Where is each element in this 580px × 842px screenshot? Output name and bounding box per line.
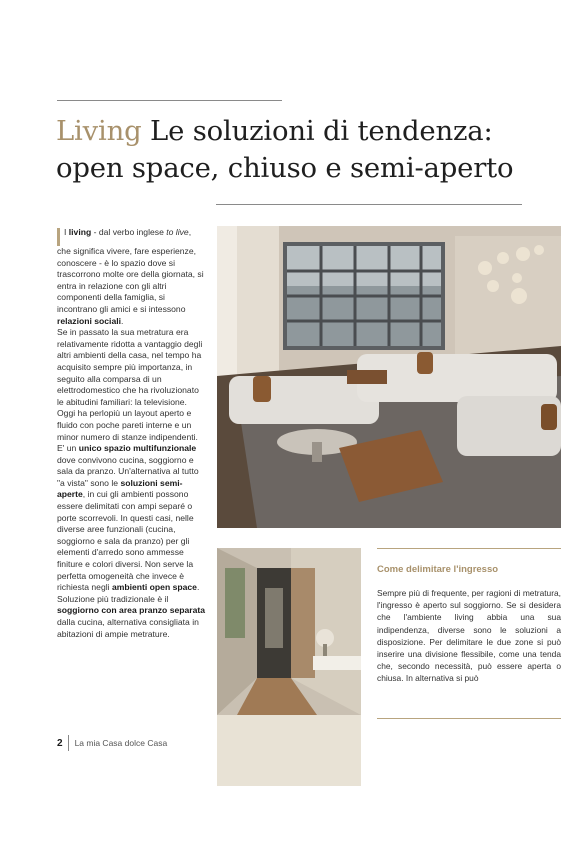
article-paragraph-1 — [57, 227, 207, 327]
living-room-photo — [217, 226, 561, 528]
page-title — [56, 113, 556, 187]
sidebar-rule-top — [377, 548, 561, 549]
text-run: dalla cucina, alternativa consigliata in abitazioni di ampie metrature. — [57, 617, 199, 639]
living-room-illustration — [217, 226, 561, 528]
text-run: Se in passato la sua metratura era relativamente ridotta a vantaggio degli altri ambienti della casa, nel tempo ha acquisito sempre più importanza, in seguito alla comparsa di un elettrodomestico che ha rivoluzionato le abitudini familiari: la televisione. Oggi ha perlopiù un layout aperto e fluido con poche pareti interne e un minor numero di stanze indipendenti. E' un — [57, 327, 203, 454]
decorative-block — [217, 715, 361, 786]
text-bold: living — [68, 227, 92, 237]
text-run: - dal verbo inglese — [91, 227, 167, 237]
hallway-illustration — [217, 548, 361, 715]
title-accent: Living — [56, 115, 142, 147]
sidebar-rule-bottom — [377, 718, 561, 719]
text-run: . — [121, 315, 124, 326]
text-bold: soluzioni semi-aperte — [57, 477, 183, 500]
publication-name: La mia Casa dolce Casa — [74, 738, 168, 748]
text-run: . Soluzione più tradizionale è il — [57, 582, 200, 604]
dropcap-bar — [57, 228, 60, 246]
page-number: 2 — [57, 737, 63, 749]
page-footer — [57, 735, 167, 751]
hallway-photo — [217, 548, 361, 715]
text-run: , in cui gli ambienti possono essere delimitati con ampi separé o porte scorrevoli. In questi casi, nelle diverse aree funzionali (cucina, soggiorno e sala da pranzo) per gli elementi d'arredo sono ammesse finiture e colori diversi. Non serve la perfetta omogeneità che invece è richiesta negli — [57, 489, 194, 593]
sidebar-title: Come delimitare l'ingresso — [377, 564, 499, 575]
footer-separator — [68, 735, 69, 751]
top-rule — [57, 100, 282, 101]
sidebar-text: Sempre più di frequente, per ragioni di metratura, l'ingresso è aperto sul soggiorno. Se si desidera che l'ambiente living abbia una sua indipendenza, diverse sono le soluzioni a disposizione. Per delimitare le due zone si può inserire una divisione flessibile, come una tenda che, secondo necessità, può essere aperta o chiusa. In alternativa si può — [377, 588, 561, 684]
text-run: I — [64, 227, 69, 237]
title-rule — [216, 204, 522, 205]
title-line-1: Le soluzioni di tendenza: — [141, 115, 493, 147]
text-bold: unico spazio multifunzionale — [78, 443, 197, 454]
text-bold: relazioni sociali — [57, 315, 121, 326]
title-line-2: open space, chiuso e semi-aperto — [56, 152, 514, 184]
text-bold: ambienti open space — [111, 582, 197, 593]
text-bold: soggiorno con area pranzo separata — [57, 605, 206, 616]
text-italic: to live — [166, 227, 189, 237]
article-paragraph-2 — [57, 327, 207, 640]
text-run: , che significa vivere, fare esperienze, conoscere - è lo spazio dove si trascorrono molte ore della giornata, si entra in relazione con gli altri componenti della famiglia, si incontrano gli amici e si intessono — [57, 227, 204, 314]
text-run: dove convivono cucina, soggiorno e sala da pranzo. Un'alternativa al tutto "a vista" sono le — [57, 454, 199, 488]
article-body — [57, 227, 207, 640]
